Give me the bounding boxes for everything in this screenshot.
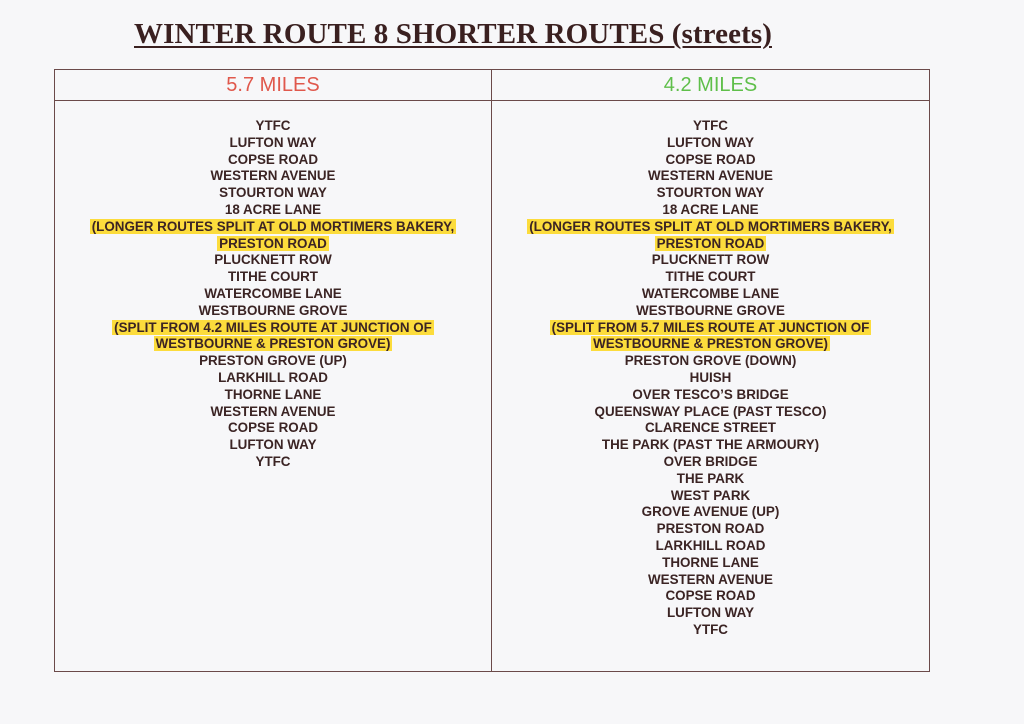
street-label: COPSE ROAD [665, 588, 756, 604]
street-item [55, 185, 491, 202]
street-item [55, 404, 491, 421]
street-item [492, 185, 929, 202]
street-label: YTFC [693, 118, 728, 133]
column-heading: 4.2 MILES [492, 70, 929, 101]
street-label: PLUCKNETT ROW [651, 252, 770, 268]
street-label: COPSE ROAD [227, 151, 319, 167]
street-label: WATERCOMBE LANE [641, 285, 780, 301]
street-label: LARKHILL ROAD [218, 369, 328, 385]
street-label: WEST PARK [670, 487, 751, 503]
street-label: YTFC [693, 621, 728, 637]
street-label: PRESTON GROVE (UP) [199, 353, 347, 369]
street-label: PRESTON ROAD [656, 235, 765, 251]
street-label: WATERCOMBE LANE [204, 285, 342, 301]
street-label: LUFTON WAY [229, 437, 317, 453]
street-item [55, 387, 491, 404]
page-title: WINTER ROUTE 8 SHORTER ROUTES (streets) [134, 18, 772, 50]
highlighted-note [492, 236, 929, 253]
street-item [492, 387, 929, 404]
street-label: THE PARK [676, 470, 745, 486]
highlighted-note [55, 336, 491, 353]
street-item [55, 420, 491, 437]
street-item [492, 269, 929, 286]
street-item [492, 437, 929, 454]
street-label: HUISH [689, 369, 732, 385]
street-label: (LONGER ROUTES SPLIT AT OLD MORTIMERS BAKERY, [529, 218, 892, 234]
street-label: THORNE LANE [224, 386, 322, 402]
street-label: (LONGER ROUTES SPLIT AT OLD MORTIMERS BAKERY, [91, 218, 455, 234]
street-label: PRESTON ROAD [219, 235, 327, 251]
highlighted-note [492, 320, 929, 337]
street-item [492, 420, 929, 437]
street-item [492, 370, 929, 387]
street-label: COPSE ROAD [665, 151, 756, 167]
street-label: TITHE COURT [227, 269, 318, 285]
street-label: YTFC [255, 453, 291, 469]
street-item [492, 622, 929, 639]
highlighted-note [55, 236, 491, 253]
highlighted-note [492, 219, 929, 236]
street-item [55, 269, 491, 286]
street-item [55, 437, 491, 454]
street-item [55, 152, 491, 169]
street-item [492, 303, 929, 320]
street-item [55, 252, 491, 269]
street-item [492, 168, 929, 185]
street-item [55, 286, 491, 303]
route-column-4-2-miles [492, 70, 929, 671]
street-item [492, 605, 929, 622]
street-label: WESTBOURNE & PRESTON GROVE) [593, 336, 828, 352]
street-item [492, 588, 929, 605]
street-label: WESTBOURNE GROVE [636, 302, 785, 318]
street-label: WESTERN AVENUE [648, 571, 773, 587]
street-label: WESTERN AVENUE [210, 403, 336, 419]
street-label: PRESTON ROAD [656, 521, 765, 537]
street-label: LUFTON WAY [229, 134, 317, 150]
street-label: 18 ACRE LANE [662, 201, 759, 217]
route-column-5-7-miles [55, 70, 492, 671]
street-item [492, 118, 929, 135]
street-item [492, 353, 929, 370]
street-item [55, 168, 491, 185]
street-label: STOURTON WAY [219, 185, 327, 201]
highlighted-note [55, 320, 491, 337]
street-item [492, 152, 929, 169]
column-heading: 5.7 MILES [55, 70, 491, 101]
highlighted-note [55, 219, 491, 236]
street-label: STOURTON WAY [656, 185, 765, 201]
street-label: THE PARK (PAST THE ARMOURY) [601, 437, 820, 453]
street-label: QUEENSWAY PLACE (PAST TESCO) [594, 403, 827, 419]
route-table [54, 69, 930, 672]
street-item [55, 303, 491, 320]
street-label: WESTERN AVENUE [210, 168, 336, 184]
street-item [492, 471, 929, 488]
street-label: TITHE COURT [665, 269, 756, 285]
street-item [55, 353, 491, 370]
street-item [492, 135, 929, 152]
street-item [492, 504, 929, 521]
street-item [492, 252, 929, 269]
street-item [492, 404, 929, 421]
street-label: COPSE ROAD [227, 420, 319, 436]
street-list [492, 118, 929, 639]
street-label: CLARENCE STREET [645, 420, 776, 436]
street-label: LARKHILL ROAD [655, 537, 766, 553]
street-label: (SPLIT FROM 5.7 MILES ROUTE AT JUNCTION OF [551, 319, 870, 335]
street-item [55, 118, 491, 135]
street-item [492, 454, 929, 471]
street-item [492, 572, 929, 589]
street-label: 18 ACRE LANE [224, 201, 322, 217]
highlighted-note [492, 336, 929, 353]
street-item [55, 202, 491, 219]
street-item [492, 538, 929, 555]
street-item [492, 555, 929, 572]
street-label: LUFTON WAY [666, 134, 755, 150]
street-label: PLUCKNETT ROW [214, 252, 332, 268]
street-item [55, 370, 491, 387]
street-list [55, 118, 491, 471]
street-label: THORNE LANE [662, 554, 759, 570]
street-label: WESTBOURNE GROVE [198, 302, 348, 318]
street-label: PRESTON GROVE (DOWN) [624, 353, 797, 369]
street-item [492, 286, 929, 303]
street-label: (SPLIT FROM 4.2 MILES ROUTE AT JUNCTION OF [114, 319, 432, 335]
street-label: GROVE AVENUE (UP) [641, 504, 780, 520]
street-label: LUFTON WAY [666, 605, 755, 621]
street-label: OVER BRIDGE [663, 453, 758, 469]
street-label: YTFC [255, 118, 291, 133]
street-label: WESTERN AVENUE [648, 168, 773, 184]
street-item [492, 521, 929, 538]
street-label: OVER TESCO’S BRIDGE [632, 386, 789, 402]
street-item [492, 202, 929, 219]
street-label: WESTBOURNE & PRESTON GROVE) [155, 336, 391, 352]
street-item [55, 454, 491, 471]
street-item [55, 135, 491, 152]
street-item [492, 488, 929, 505]
